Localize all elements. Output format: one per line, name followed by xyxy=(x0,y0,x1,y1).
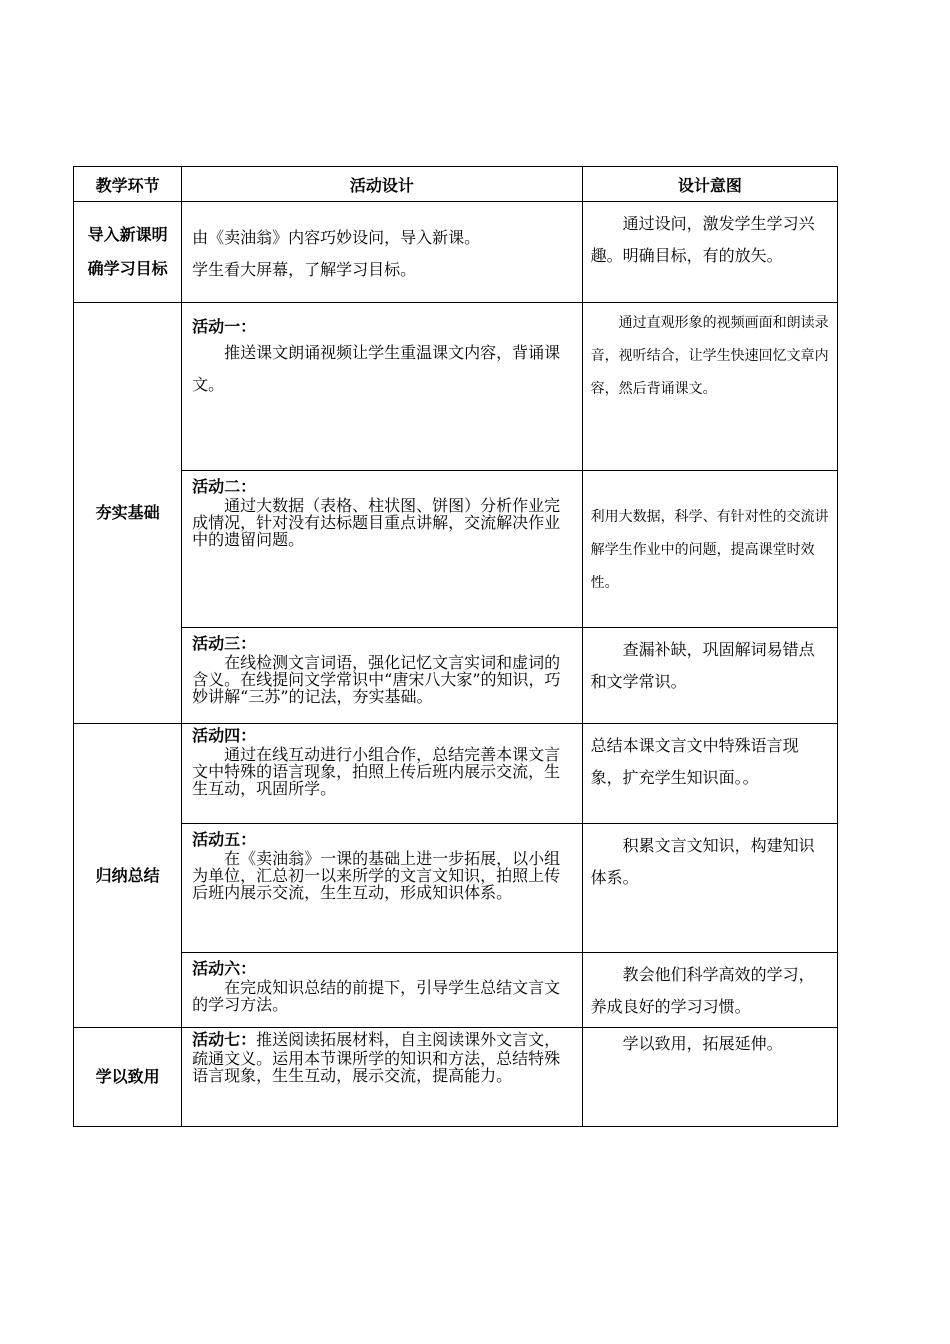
activity-3-intent-text: 查漏补缺，巩固解词易错点和文学常识。 xyxy=(590,640,815,691)
lesson-plan-table xyxy=(73,166,838,1127)
activity-6-title: 活动六： xyxy=(192,959,257,978)
intro-intent-text: 通过设问，激发学生学习兴趣。明确目标，有的放矢。 xyxy=(590,214,815,265)
activity-2-body: 通过大数据（表格、柱状图、饼图）分析作业完成情况，针对没有达标题目重点讲解，交流解决作业中的遗留问题。 xyxy=(192,496,561,549)
activity-1-intent xyxy=(582,303,837,471)
activity-3-title: 活动三： xyxy=(192,634,257,653)
activity-7-intent xyxy=(582,1028,837,1127)
activity-7-intent-text: 学以致用，拓展延伸。 xyxy=(622,1034,783,1053)
activity-2-intent-text: 利用大数据，科学、有针对性的交流讲解学生作业中的问题，提高课堂时效性。 xyxy=(590,508,829,591)
activity-4-body: 通过在线互动进行小组合作，总结完善本课文言文中特殊的语言现象，拍照上传后班内展示交流，生生互动，巩固所学。 xyxy=(192,745,561,798)
activity-5-row xyxy=(74,824,838,953)
activity-5-intent-text: 积累文言文知识，构建知识体系。 xyxy=(590,836,815,887)
stage-summary: 归纳总结 xyxy=(74,724,182,1028)
intro-row xyxy=(74,202,838,303)
activity-1-intent-text: 通过直观形象的视频画面和朗读录音，视听结合，让学生快速回忆文章内容，然后背诵课文。 xyxy=(590,315,829,397)
activity-1-title: 活动一： xyxy=(192,317,257,336)
activity-2-title: 活动二： xyxy=(192,477,257,496)
activity-7-row xyxy=(74,1028,838,1127)
activity-5-title: 活动五： xyxy=(192,830,257,849)
activity-2-intent xyxy=(582,471,837,628)
activity-1 xyxy=(182,303,583,471)
activity-5-body: 在《卖油翁》一课的基础上进一步拓展，以小组为单位，汇总初一以来所学的文言文知识，拍照上传后班内展示交流，生生互动，形成知识体系。 xyxy=(192,849,561,902)
activity-7-title: 活动七： xyxy=(192,1030,257,1049)
activity-6-body: 在完成知识总结的前提下，引导学生总结文言文的学习方法。 xyxy=(192,978,561,1014)
activity-4 xyxy=(182,724,583,824)
activity-1-row xyxy=(74,303,838,471)
activity-3 xyxy=(182,628,583,724)
activity-2 xyxy=(182,471,583,628)
activity-4-title: 活动四： xyxy=(192,726,257,745)
stage-intro: 导入新课明确学习目标 xyxy=(74,202,182,303)
activity-2-row xyxy=(74,471,838,628)
activity-3-intent xyxy=(582,628,837,724)
intro-line-2: 学生看大屏幕，了解学习目标。 xyxy=(192,260,417,279)
intro-line-1: 由《卖油翁》内容巧妙设问，导入新课。 xyxy=(192,228,481,247)
activity-4-row xyxy=(74,724,838,824)
activity-3-body: 在线检测文言词语，强化记忆文言实词和虚词的含义。在线提问文学常识中“唐宋八大家”的知识，巧妙讲解“三苏”的记法，夯实基础。 xyxy=(192,653,561,706)
activity-6-row xyxy=(74,953,838,1028)
header-stage: 教学环节 xyxy=(74,167,182,202)
activity-5 xyxy=(182,824,583,953)
activity-7 xyxy=(182,1028,583,1127)
activity-3-row xyxy=(74,628,838,724)
header-activity: 活动设计 xyxy=(182,167,583,202)
activity-5-intent xyxy=(582,824,837,953)
activity-1-body: 推送课文朗诵视频让学生重温课文内容，背诵课文。 xyxy=(192,343,561,394)
intro-intent xyxy=(582,202,837,303)
header-row xyxy=(74,167,838,202)
activity-6-intent xyxy=(582,953,837,1028)
stage-apply: 学以致用 xyxy=(74,1028,182,1127)
intro-activity xyxy=(182,202,583,303)
activity-7-body: 推送阅读拓展材料，自主阅读课外文言文，疏通文义。运用本节课所学的知识和方法，总结特殊语言现象，生生互动，展示交流，提高能力。 xyxy=(192,1030,561,1085)
activity-6-intent-text: 教会他们科学高效的学习，养成良好的学习习惯。 xyxy=(590,965,815,1016)
activity-4-intent xyxy=(582,724,837,824)
header-intent: 设计意图 xyxy=(582,167,837,202)
stage-basics: 夯实基础 xyxy=(74,303,182,724)
activity-6 xyxy=(182,953,583,1028)
activity-4-intent-text: 总结本课文言文中特殊语言现象，扩充学生知识面。。 xyxy=(590,736,799,787)
